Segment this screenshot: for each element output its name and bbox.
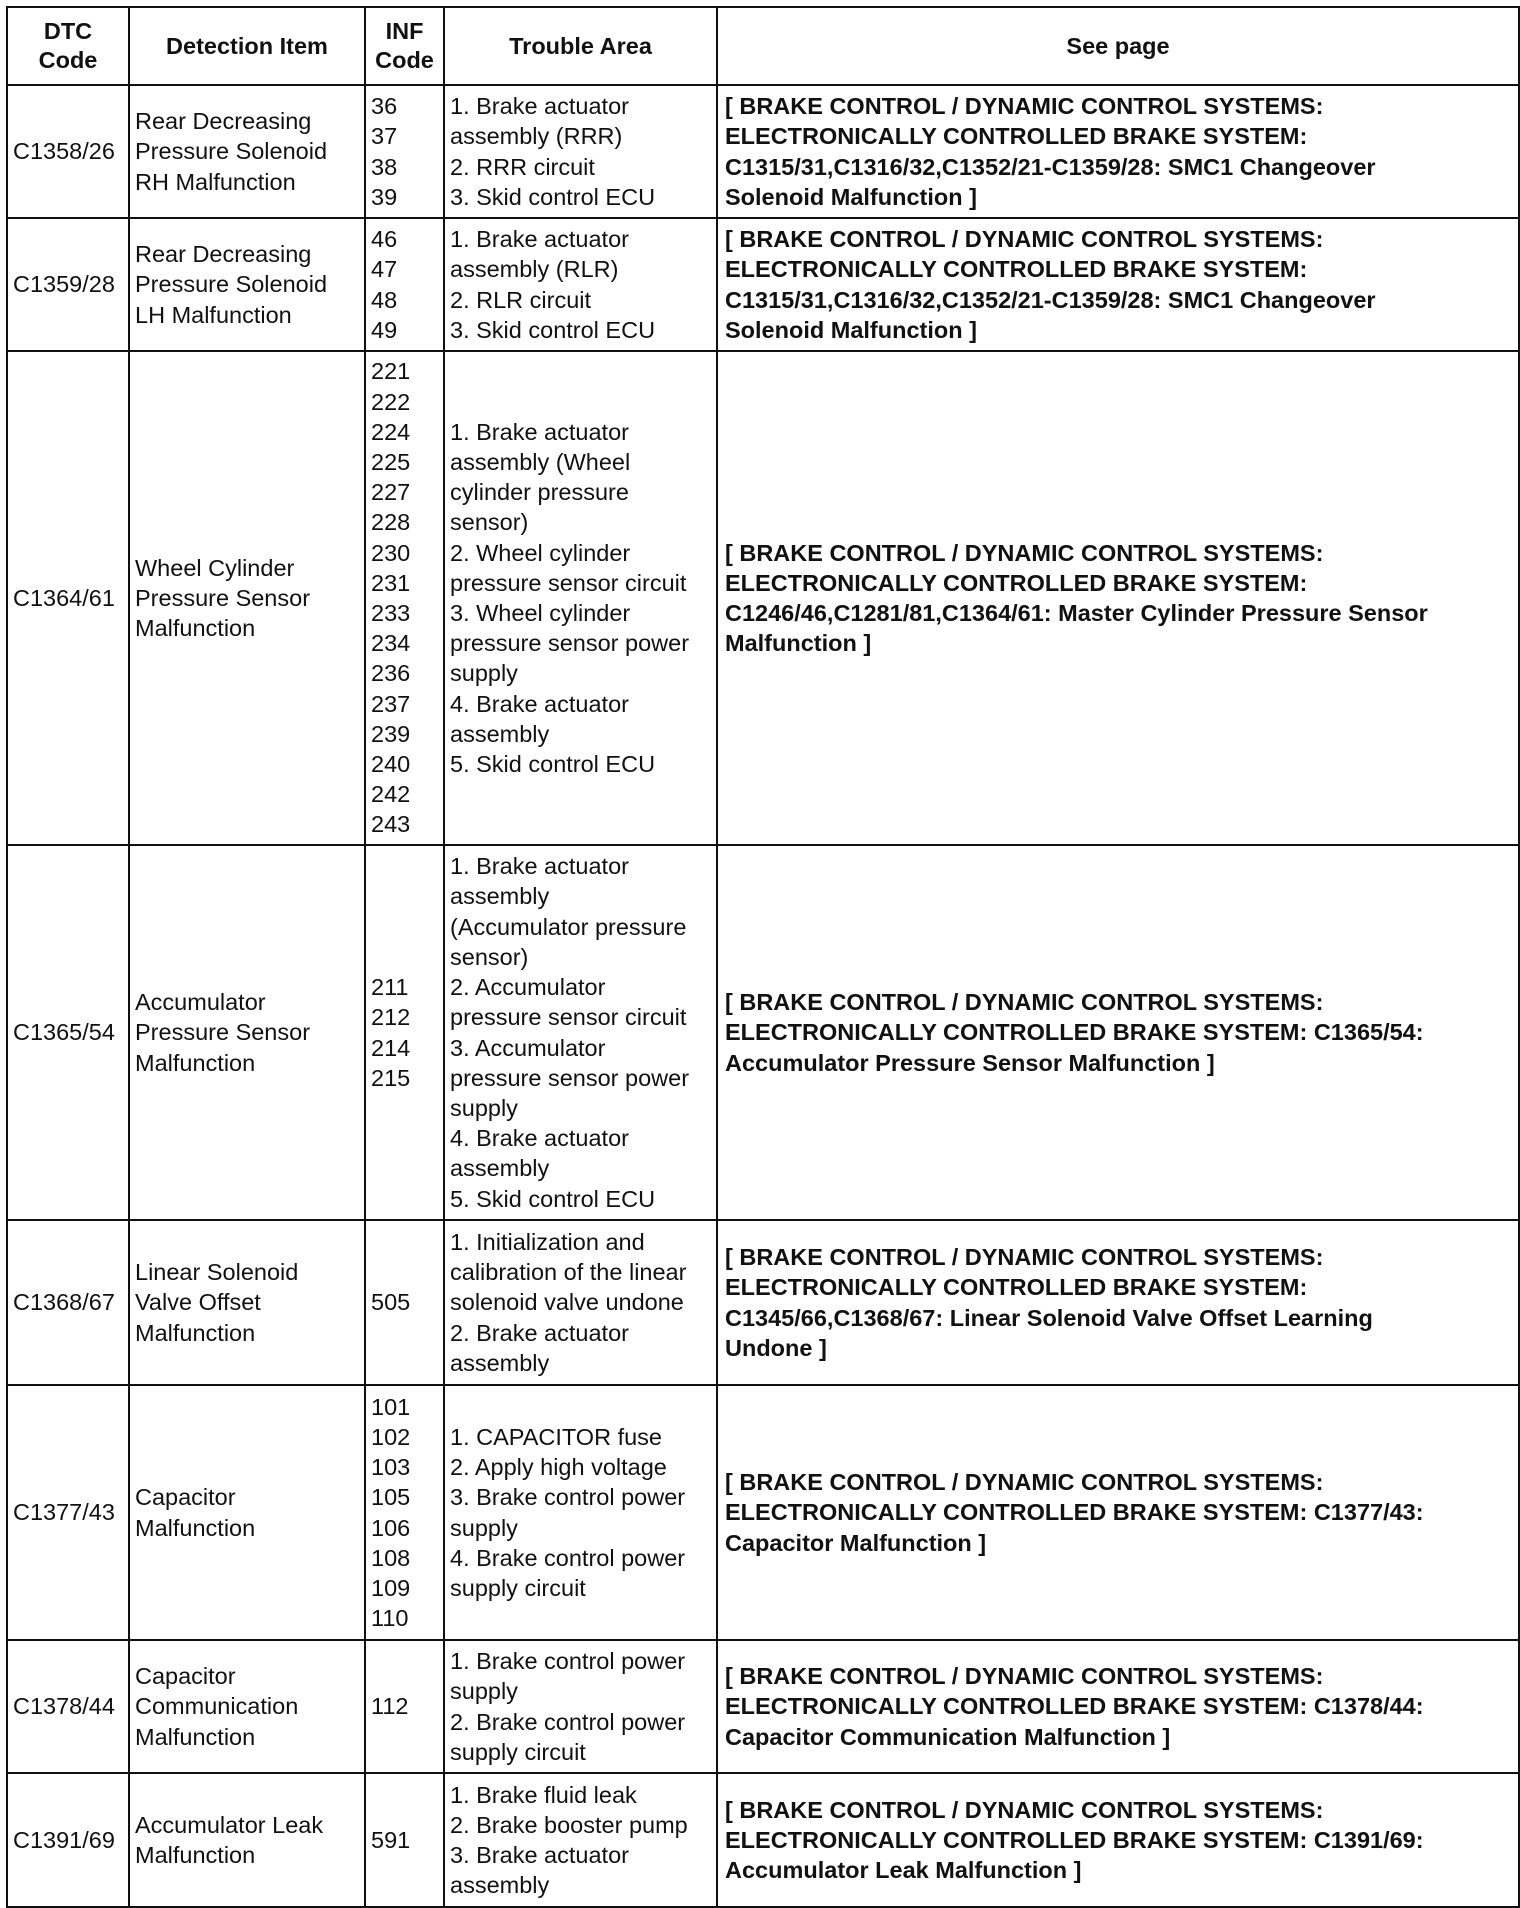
header-inf-code: INF Code [365, 7, 444, 85]
table-row [7, 218, 1519, 351]
see-page-line: ELECTRONICALLY CONTROLLED BRAKE SYSTEM: C1365/54: [725, 1019, 1424, 1046]
dtc-code-cell: C1391/69 [7, 1773, 129, 1907]
trouble-area-line: pressure sensor circuit [450, 1004, 687, 1031]
trouble-area-line: 4. Brake actuator [450, 1125, 629, 1152]
see-page-link[interactable] [717, 845, 1519, 1220]
trouble-area-line: 1. Brake fluid leak [450, 1781, 637, 1808]
see-page-link[interactable] [717, 1385, 1519, 1640]
detection-item-line: Capacitor [135, 1484, 236, 1511]
detection-item-line: Capacitor [135, 1663, 236, 1690]
inf-code-line: 227 [371, 479, 411, 506]
see-page-line: Solenoid Malfunction ] [725, 316, 977, 343]
inf-code-cell [365, 218, 444, 351]
trouble-area-line: 3. Accumulator [450, 1034, 606, 1061]
dtc-code-cell: C1368/67 [7, 1220, 129, 1385]
trouble-area-line: assembly [450, 1872, 550, 1899]
inf-code-line: 591 [371, 1826, 411, 1853]
trouble-area-line: sensor) [450, 509, 529, 536]
see-page-line: ELECTRONICALLY CONTROLLED BRAKE SYSTEM: C1391/69: [725, 1826, 1424, 1853]
detection-item-cell [129, 218, 365, 351]
table-row [7, 845, 1519, 1220]
trouble-area-line: 3. Brake control power [450, 1484, 686, 1511]
trouble-area-line: assembly (RLR) [450, 256, 619, 283]
detection-item-line: Pressure Sensor [135, 584, 311, 611]
trouble-area-line: 3. Wheel cylinder [450, 600, 631, 626]
trouble-area-line: supply circuit [450, 1738, 586, 1765]
inf-code-line: 211 [371, 974, 409, 1001]
trouble-area-cell [444, 351, 717, 845]
trouble-area-line: 4. Brake control power [450, 1544, 686, 1571]
trouble-area-cell [444, 1385, 717, 1640]
trouble-area-line: 5. Skid control ECU [450, 751, 656, 778]
trouble-area-line: 2. RLR circuit [450, 286, 592, 313]
table-row [7, 1220, 1519, 1385]
see-page-line: Solenoid Malfunction ] [725, 183, 977, 210]
trouble-area-line: supply [450, 660, 518, 687]
see-page-link[interactable] [717, 1220, 1519, 1385]
inf-code-line: 106 [371, 1514, 411, 1541]
dtc-code-cell: C1377/43 [7, 1385, 129, 1640]
inf-code-line: 39 [371, 183, 398, 210]
trouble-area-line: 1. Brake actuator [450, 853, 629, 880]
inf-code-line: 224 [371, 418, 411, 445]
trouble-area-line: 1. Brake actuator [450, 226, 629, 253]
inf-code-line: 102 [371, 1423, 411, 1450]
trouble-area-line: pressure sensor power [450, 630, 690, 657]
dtc-code-cell: C1378/44 [7, 1640, 129, 1773]
detection-item-line: Pressure Solenoid [135, 271, 328, 298]
inf-code-line: 112 [371, 1693, 409, 1720]
inf-code-line: 212 [371, 1004, 411, 1031]
trouble-area-line: 1. Brake actuator [450, 93, 629, 120]
inf-code-line: 228 [371, 509, 411, 536]
inf-code-line: 37 [371, 123, 398, 150]
inf-code-line: 108 [371, 1544, 411, 1571]
trouble-area-line: 2. Brake control power [450, 1708, 686, 1735]
trouble-area-line: 4. Brake actuator [450, 690, 629, 717]
detection-item-cell [129, 1773, 365, 1907]
dtc-code-cell: C1364/61 [7, 351, 129, 845]
inf-code-cell [365, 1385, 444, 1640]
detection-item-line: Malfunction [135, 1723, 256, 1750]
see-page-line: [ BRAKE CONTROL / DYNAMIC CONTROL SYSTEMS: [725, 93, 1324, 120]
trouble-area-cell [444, 1640, 717, 1773]
see-page-link[interactable] [717, 351, 1519, 845]
dtc-code-cell: C1358/26 [7, 85, 129, 218]
header-see-page: See page [717, 7, 1519, 85]
header-trouble-area: Trouble Area [444, 7, 717, 85]
inf-code-cell [365, 1773, 444, 1907]
see-page-line: Capacitor Malfunction ] [725, 1529, 987, 1556]
trouble-area-line: cylinder pressure [450, 479, 629, 506]
table-row [7, 1773, 1519, 1907]
trouble-area-line: 1. CAPACITOR fuse [450, 1423, 663, 1450]
see-page-line: ELECTRONICALLY CONTROLLED BRAKE SYSTEM: C1377/43: [725, 1499, 1424, 1526]
inf-code-line: 239 [371, 720, 411, 747]
trouble-area-line: 2. Brake booster pump [450, 1811, 688, 1838]
dtc-code-cell: C1359/28 [7, 218, 129, 351]
detection-item-line: Malfunction [135, 1319, 256, 1346]
inf-code-line: 103 [371, 1454, 411, 1481]
inf-code-line: 110 [371, 1605, 409, 1632]
inf-code-line: 236 [371, 660, 411, 687]
inf-code-line: 237 [371, 690, 411, 717]
trouble-area-line: 3. Brake actuator [450, 1842, 629, 1868]
detection-item-line: Malfunction [135, 615, 256, 642]
see-page-line: [ BRAKE CONTROL / DYNAMIC CONTROL SYSTEMS: [725, 1663, 1324, 1690]
detection-item-line: Pressure Sensor [135, 1019, 311, 1046]
see-page-line: C1345/66,C1368/67: Linear Solenoid Valve Offset Learning [725, 1304, 1373, 1331]
trouble-area-line: 2. Wheel cylinder [450, 539, 631, 566]
detection-item-line: Communication [135, 1693, 299, 1720]
trouble-area-line: pressure sensor circuit [450, 569, 687, 596]
dtc-table [6, 6, 1520, 1908]
detection-item-line: Accumulator Leak [135, 1811, 324, 1838]
table-row [7, 85, 1519, 218]
detection-item-line: RH Malfunction [135, 168, 296, 195]
detection-item-line: Malfunction [135, 1842, 256, 1868]
inf-code-line: 36 [371, 93, 398, 120]
see-page-line: [ BRAKE CONTROL / DYNAMIC CONTROL SYSTEMS: [725, 989, 1324, 1016]
trouble-area-line: assembly (RRR) [450, 123, 623, 150]
trouble-area-line: 2. Accumulator [450, 974, 606, 1001]
detection-item-line: Rear Decreasing [135, 241, 312, 268]
dtc-document [6, 6, 1520, 1908]
trouble-area-cell [444, 1220, 717, 1385]
dtc-code-cell: C1365/54 [7, 845, 129, 1220]
trouble-area-line: 2. Apply high voltage [450, 1454, 667, 1481]
see-page-line: [ BRAKE CONTROL / DYNAMIC CONTROL SYSTEMS: [725, 1244, 1324, 1271]
trouble-area-line: supply [450, 1514, 518, 1541]
inf-code-line: 233 [371, 600, 411, 626]
trouble-area-line: assembly (Wheel [450, 448, 631, 475]
see-page-line: C1315/31,C1316/32,C1352/21-C1359/28: SMC1 Changeover [725, 153, 1376, 180]
trouble-area-line: assembly [450, 1155, 550, 1182]
see-page-link[interactable] [717, 1773, 1519, 1907]
see-page-line: C1246/46,C1281/81,C1364/61: Master Cylinder Pressure Sensor [725, 600, 1428, 626]
detection-item-line: Wheel Cylinder [135, 554, 295, 581]
trouble-area-line: assembly [450, 1349, 550, 1376]
trouble-area-line: 3. Skid control ECU [450, 183, 656, 210]
table-body [7, 85, 1519, 1907]
inf-code-line: 38 [371, 153, 398, 180]
detection-item-line: Accumulator [135, 989, 266, 1016]
trouble-area-line: 1. Brake control power [450, 1648, 686, 1675]
inf-code-line: 242 [371, 781, 411, 808]
see-page-line: [ BRAKE CONTROL / DYNAMIC CONTROL SYSTEMS: [725, 226, 1324, 253]
see-page-line: [ BRAKE CONTROL / DYNAMIC CONTROL SYSTEMS: [725, 539, 1324, 566]
inf-code-line: 101 [371, 1393, 411, 1420]
trouble-area-cell [444, 845, 717, 1220]
trouble-area-line: 1. Initialization and [450, 1228, 645, 1255]
trouble-area-line: solenoid valve undone [450, 1289, 684, 1316]
see-page-line: Capacitor Communication Malfunction ] [725, 1723, 1171, 1750]
trouble-area-cell [444, 218, 717, 351]
trouble-area-line: 5. Skid control ECU [450, 1185, 656, 1212]
detection-item-cell [129, 1385, 365, 1640]
header-detection-item: Detection Item [129, 7, 365, 85]
see-page-link[interactable] [717, 218, 1519, 351]
inf-code-line: 222 [371, 388, 411, 415]
inf-code-cell [365, 351, 444, 845]
trouble-area-line: 3. Skid control ECU [450, 316, 656, 343]
trouble-area-line: assembly [450, 883, 550, 910]
inf-code-line: 230 [371, 539, 411, 566]
trouble-area-cell [444, 1773, 717, 1907]
inf-code-line: 215 [371, 1064, 411, 1091]
see-page-line: ELECTRONICALLY CONTROLLED BRAKE SYSTEM: [725, 1274, 1308, 1301]
inf-code-line: 240 [371, 751, 411, 778]
see-page-line: ELECTRONICALLY CONTROLLED BRAKE SYSTEM: [725, 569, 1308, 596]
header-dtc-code: DTC Code [7, 7, 129, 85]
detection-item-line: Valve Offset [135, 1289, 261, 1316]
see-page-line: Accumulator Pressure Sensor Malfunction ] [725, 1049, 1215, 1076]
inf-code-line: 221 [371, 358, 411, 385]
inf-code-line: 234 [371, 630, 411, 657]
inf-code-line: 47 [371, 256, 398, 283]
see-page-line: ELECTRONICALLY CONTROLLED BRAKE SYSTEM: [725, 256, 1308, 283]
see-page-line: C1315/31,C1316/32,C1352/21-C1359/28: SMC1 Changeover [725, 286, 1376, 313]
trouble-area-line: supply [450, 1094, 518, 1121]
inf-code-line: 109 [371, 1574, 411, 1601]
table-row [7, 1640, 1519, 1773]
trouble-area-line: calibration of the linear [450, 1259, 687, 1286]
trouble-area-line: assembly [450, 720, 550, 747]
inf-code-line: 214 [371, 1034, 411, 1061]
table-row [7, 351, 1519, 845]
inf-code-cell [365, 845, 444, 1220]
detection-item-line: Linear Solenoid [135, 1259, 299, 1286]
trouble-area-line: 2. Brake actuator [450, 1319, 629, 1346]
inf-code-line: 48 [371, 286, 398, 313]
see-page-line: ELECTRONICALLY CONTROLLED BRAKE SYSTEM: [725, 123, 1308, 150]
see-page-line: Undone ] [725, 1334, 827, 1361]
trouble-area-line: 1. Brake actuator [450, 418, 629, 445]
detection-item-cell [129, 1640, 365, 1773]
detection-item-line: Malfunction [135, 1049, 256, 1076]
see-page-line: ELECTRONICALLY CONTROLLED BRAKE SYSTEM: C1378/44: [725, 1693, 1424, 1720]
detection-item-cell [129, 85, 365, 218]
table-header-row [7, 7, 1519, 85]
inf-code-line: 505 [371, 1289, 411, 1316]
see-page-link[interactable] [717, 1640, 1519, 1773]
trouble-area-cell [444, 85, 717, 218]
see-page-line: Malfunction ] [725, 630, 872, 657]
inf-code-line: 225 [371, 448, 411, 475]
trouble-area-line: sensor) [450, 943, 529, 970]
trouble-area-line: pressure sensor power [450, 1064, 690, 1091]
inf-code-line: 231 [371, 569, 411, 596]
inf-code-cell [365, 85, 444, 218]
inf-code-line: 243 [371, 811, 411, 838]
inf-code-cell [365, 1220, 444, 1385]
inf-code-line: 46 [371, 226, 398, 253]
detection-item-line: LH Malfunction [135, 301, 292, 328]
trouble-area-line: (Accumulator pressure [450, 913, 687, 940]
detection-item-cell [129, 1220, 365, 1385]
detection-item-line: Pressure Solenoid [135, 138, 328, 165]
see-page-line: [ BRAKE CONTROL / DYNAMIC CONTROL SYSTEMS: [725, 1469, 1324, 1496]
trouble-area-line: supply [450, 1678, 518, 1705]
inf-code-line: 105 [371, 1484, 411, 1511]
see-page-link[interactable] [717, 85, 1519, 218]
detection-item-line: Rear Decreasing [135, 108, 312, 135]
inf-code-cell [365, 1640, 444, 1773]
trouble-area-line: supply circuit [450, 1574, 586, 1601]
table-row [7, 1385, 1519, 1640]
inf-code-line: 49 [371, 316, 398, 343]
trouble-area-line: 2. RRR circuit [450, 153, 595, 180]
detection-item-line: Malfunction [135, 1514, 256, 1541]
detection-item-cell [129, 845, 365, 1220]
detection-item-cell [129, 351, 365, 845]
see-page-line: Accumulator Leak Malfunction ] [725, 1857, 1082, 1884]
see-page-line: [ BRAKE CONTROL / DYNAMIC CONTROL SYSTEMS: [725, 1796, 1324, 1823]
